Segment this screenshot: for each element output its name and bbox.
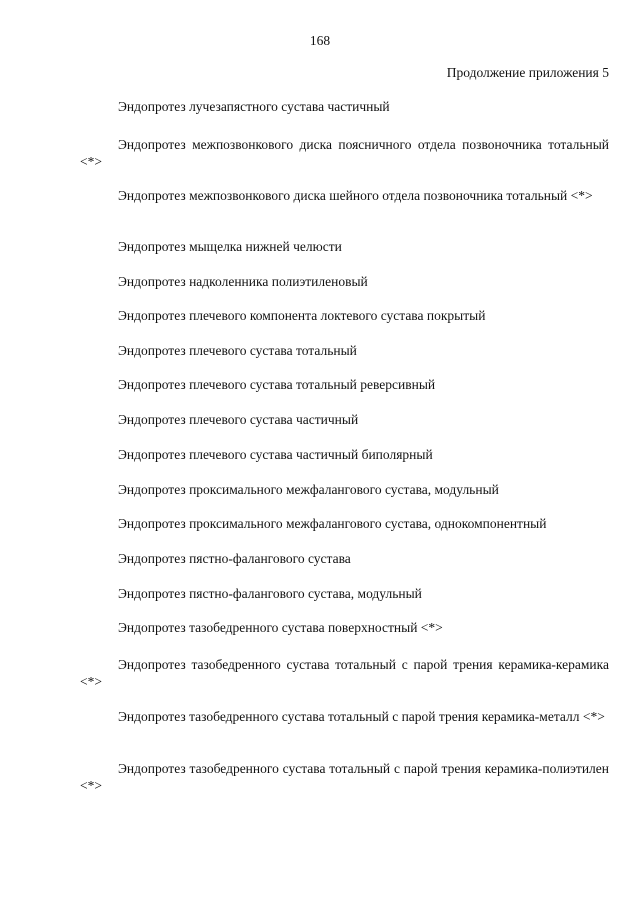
list-item: Эндопротез проксимального межфалангового сустава, модульный [118, 482, 499, 497]
list-item: Эндопротез тазобедренного сустава поверхностный <*> [118, 620, 443, 635]
list-item: Эндопротез пястно-фалангового сустава [118, 551, 351, 566]
list-item: Эндопротез пястно-фалангового сустава, модульный [118, 586, 422, 601]
page-number: 168 [309, 33, 331, 48]
list-item: Эндопротез плечевого сустава частичный [118, 412, 359, 427]
list-item: Эндопротез плечевого сустава частичный биполярный [118, 447, 433, 462]
list-item: Эндопротез лучезапястного сустава частичный [118, 99, 390, 114]
list-item: Эндопротез плечевого компонента локтевого сустава покрытый [118, 308, 486, 323]
list-item: Эндопротез проксимального межфалангового сустава, однокомпонентный [118, 516, 547, 531]
list-item: Эндопротез межпозвонкового диска поясничного отдела позвоночника тотальный <*> [80, 137, 609, 169]
list-item: Эндопротез тазобедренного сустава тотальный с парой трения керамика-полиэтилен <*> [80, 761, 609, 793]
list-item: Эндопротез тазобедренного сустава тотальный с парой трения керамика-керамика <*> [80, 657, 609, 689]
list-item: Эндопротез надколенника полиэтиленовый [118, 274, 368, 289]
appendix-continuation-label: Продолжение приложения 5 [446, 65, 609, 80]
list-item: Эндопротез межпозвонкового диска шейного отдела позвоночника тотальный <*> [118, 188, 593, 203]
list-item: Эндопротез мыщелка нижней челюсти [118, 239, 342, 254]
list-item: Эндопротез плечевого сустава тотальный [118, 343, 357, 358]
list-item: Эндопротез плечевого сустава тотальный реверсивный [118, 377, 436, 392]
list-item: Эндопротез тазобедренного сустава тотальный с парой трения керамика-металл <*> [118, 709, 605, 724]
